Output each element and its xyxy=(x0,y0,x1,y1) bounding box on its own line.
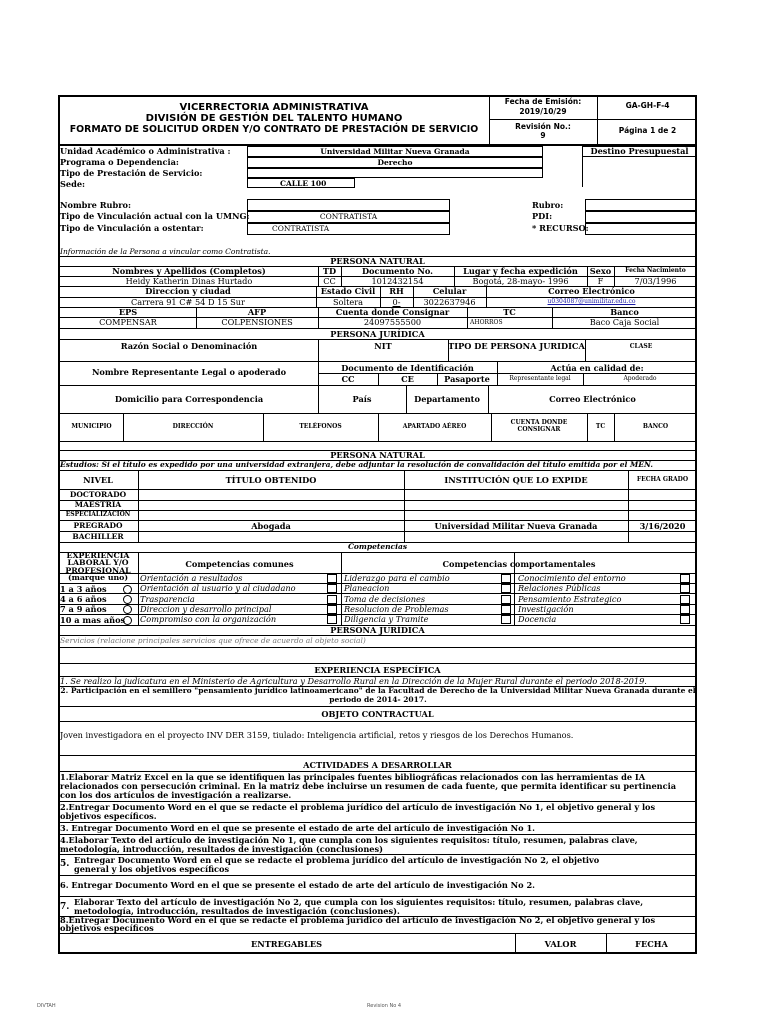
comp-a-1: Liderazgo para el cambio xyxy=(344,573,450,583)
comp-a-5-checkbox[interactable] xyxy=(501,615,511,624)
h-fecha-grado: FECHA GRADO xyxy=(636,476,689,483)
h-afp: AFP xyxy=(247,307,267,317)
comp-a-4-checkbox[interactable] xyxy=(501,605,511,614)
lugar-value: Bogotá, 28-mayo- 1996 xyxy=(472,276,569,286)
h-rep-legal: Representante legal xyxy=(509,375,571,382)
vinculacion-actual-label: Tipo de Vinculación actual con la UMNG: xyxy=(60,211,250,221)
nombre-rubro-field[interactable] xyxy=(247,199,450,211)
nivel-especializacion: ESPECIALIZACIÓN xyxy=(65,511,131,518)
actividad-1: 1.Elaborar Matriz Excel en la que se identifiquen las principales fuentes bibliográficas relacionados con las herramientas de IA relacionados con persecución criminal. En la matriz debe incluirse un resumen de cada fuente, que permita identificar su pertinencia con los dos artículos de investigación a realizarse. xyxy=(60,772,677,801)
unidad-label: Unidad Académico o Administrativa : xyxy=(60,146,231,156)
persona-juridica-title: PERSONA JURÍDICA xyxy=(330,329,425,339)
h-eps: EPS xyxy=(118,307,138,317)
pdi-field[interactable] xyxy=(585,211,697,223)
eps-value: COMPENSAR xyxy=(99,317,157,327)
servicios-title: PERSONA JURÍDICA xyxy=(330,625,425,635)
h-sexo: Sexo xyxy=(589,266,612,276)
h-institucion: INSTITUCIÓN QUE LO EXPIDE xyxy=(444,475,588,485)
comp-a-2: Planeacion xyxy=(344,583,390,593)
h-municipio: MUNICIPIO xyxy=(71,423,112,430)
page-number: Página 1 de 2 xyxy=(618,126,677,135)
actividad-5: Entregar Documento Word en el que se redacte el problema jurídico del artículo de investigación No 2, el objetivo general y los objetivos específicos xyxy=(74,855,600,875)
servicios-note: Servicios (relacione principales servicios que ofrece de acuerdo al objeto social) xyxy=(60,636,366,645)
actividad-8: 8.Entregar Documento Word en el que se redacte el problema jurídico del artículo de investigación No 2, el objetivo general y los objetivos específicos xyxy=(60,915,656,933)
actividad-3: 3. Entregar Documento Word en el que se presente el estado de arte del artículo de investigación No 1. xyxy=(60,823,536,833)
comp-b-2-checkbox[interactable] xyxy=(680,584,690,593)
h-tipo-juridica: TIPO DE PERSONA JURIDICA xyxy=(448,341,585,351)
comp-b-3: Pensamiento Estrategico xyxy=(518,594,622,604)
comp-a-3-checkbox[interactable] xyxy=(501,595,511,604)
h-tc-juridica: TC xyxy=(595,423,606,430)
nombre-rubro-label: Nombre Rubro: xyxy=(60,200,131,210)
cuenta-value: 24097555500 xyxy=(363,317,422,327)
h-fecha-nac: Fecha Nacimiento xyxy=(625,267,686,274)
h-lugar: Lugar y fecha expedición xyxy=(463,266,578,276)
h-valor: VALOR xyxy=(544,939,577,949)
h-telefonos: TELÉFONOS xyxy=(299,423,342,430)
h-entregables: ENTREGABLES xyxy=(250,939,323,949)
h-td: TD xyxy=(322,266,337,276)
actividades-title: ACTIVIDADES A DESARROLLAR xyxy=(303,760,452,770)
correo-link[interactable]: u0304087@unimilitar.edu.co xyxy=(547,298,636,305)
pregrado-titulo: Abogada xyxy=(251,521,291,531)
comp-b-4-checkbox[interactable] xyxy=(680,605,690,614)
programa-value: Derecho xyxy=(377,158,413,167)
h-direccion-juridica: DIRECCIÓN xyxy=(172,423,214,430)
estudios-title: PERSONA NATURAL xyxy=(330,450,425,460)
nivel-pregrado: PREGRADO xyxy=(73,521,123,530)
nivel-maestria: MAESTRÍA xyxy=(74,500,122,509)
documento-value: 1012432154 xyxy=(371,276,424,286)
comp-a-5: Diligencia y Tramite xyxy=(344,614,429,624)
rubro-label: Rubro: xyxy=(532,200,564,210)
h-apartado: APARTADO AÉREO xyxy=(402,423,467,430)
direccion-value: Carrera 91 C# 54 D 15 Sur xyxy=(131,297,245,307)
h-actua: Actúa en calidad de: xyxy=(550,363,644,373)
exp-1-3-radio[interactable] xyxy=(123,585,132,594)
pregrado-fecha: 3/16/2020 xyxy=(639,521,686,531)
nombre-value: Heidy Katherin Dinas Hurtado xyxy=(125,276,253,286)
actividad-7: Elaborar Texto del artículo de investigación No 2, que cumpla con los siguientes requisitos: título, resumen, palabras clave, metodología, introducción, resultados de investigación (conclusiones). xyxy=(74,897,644,917)
afp-value: COLPENSIONES xyxy=(221,317,293,327)
experiencia-item-2: 2. Participación en el semillero "pensamiento jurídico latinoamericano" de la Facultad de Derecho de la Universidad Militar Nueva Granada durante el periodo de 2014- 2017. xyxy=(60,686,696,704)
exp-1-3: 1 a 3 años xyxy=(60,584,107,594)
vinculacion-actual-value: CONTRATISTA xyxy=(319,212,378,221)
h-razon: Razón Social o Denominación xyxy=(120,341,258,351)
h-comportamentales: Competencias comportamentales xyxy=(442,559,596,569)
h-correo: Correo Electrónico xyxy=(548,286,635,296)
h-nombres: Nombres y Apellidos (Completos) xyxy=(112,266,266,276)
comun-3-checkbox[interactable] xyxy=(327,595,337,604)
comp-a-4: Resolucion de Problemas xyxy=(344,604,449,614)
h-estado: Estado Civil xyxy=(320,286,376,296)
banco-value: Baco Caja Social xyxy=(589,317,660,327)
comp-b-2: Relaciones Públicas xyxy=(518,583,601,593)
h-doc-ident: Documento de Identificación xyxy=(341,363,474,373)
sede-value: CALLE 100 xyxy=(280,179,327,188)
destino-label: Destino Presupuestal xyxy=(590,146,689,156)
comun-2-checkbox[interactable] xyxy=(327,584,337,593)
h-cuenta-consignar: CUENTA DONDE CONSIGNAR xyxy=(510,419,568,433)
comun-1: Orientación a resultados xyxy=(140,573,243,583)
comun-1-checkbox[interactable] xyxy=(327,574,337,583)
persona-natural-title: PERSONA NATURAL xyxy=(330,256,425,266)
pregrado-institucion: Universidad Militar Nueva Granada xyxy=(434,521,598,531)
revision-label: Revisión No.: xyxy=(515,122,571,131)
comp-b-1-checkbox[interactable] xyxy=(680,574,690,583)
comun-2: Orientación al usuario y al ciudadano xyxy=(140,583,296,593)
nivel-bachiller: BACHILLER xyxy=(72,532,124,541)
exp-10-radio[interactable] xyxy=(123,616,132,625)
h-pasaporte: Pasaporte xyxy=(444,374,490,384)
pdi-label: PDI: xyxy=(532,211,553,221)
h-documento: Documento No. xyxy=(361,266,434,276)
h-departamento: Departamento xyxy=(414,394,480,404)
info-note: Información de la Persona a vincular como Contratista. xyxy=(60,247,271,256)
footer-center: Revision No 4 xyxy=(367,1003,402,1009)
footer-left: DIVTAH xyxy=(37,1003,56,1009)
h-clase: CLASE xyxy=(629,343,653,350)
estado-value: Soltera xyxy=(332,297,364,307)
comun-4: Direccion y desarrollo principal xyxy=(140,604,272,614)
h-nit: NIT xyxy=(374,341,392,351)
rubro-field[interactable] xyxy=(585,199,697,211)
h-pais: País xyxy=(352,394,372,404)
comun-5-checkbox[interactable] xyxy=(327,615,337,624)
programa-label: Programa o Dependencia: xyxy=(60,157,179,167)
comun-5: Compromiso con la organización xyxy=(140,614,277,624)
estudios-note: Estudios: Si el título es expedido por una universidad extranjera, debe adjuntar la resolución de convalidación del título emitida por el MEN. xyxy=(60,460,653,469)
fecha-emision-value: 2019/10/29 xyxy=(519,107,567,116)
nivel-doctorado: DOCTORADO xyxy=(69,490,127,499)
objeto-text: Joven investigadora en el proyecto INV DER 3159, tiulado: Inteligencia artificial, retos y riesgos de los Derechos Humanos. xyxy=(60,730,574,740)
actividad-7-number: 7. xyxy=(60,902,70,912)
h-cuenta: Cuenta donde Consignar xyxy=(335,307,450,317)
objeto-title: OBJETO CONTRACTUAL xyxy=(321,709,434,719)
sede-label: Sede: xyxy=(60,179,86,189)
h-correo-juridica: Correo Electrónico xyxy=(549,394,636,404)
tipo-prestacion-field[interactable] xyxy=(247,168,543,178)
rh-value: 0- xyxy=(392,297,401,307)
comun-3: Trasparencia xyxy=(140,594,195,604)
comp-b-5: Docencia xyxy=(518,614,557,624)
exp-7-9-radio[interactable] xyxy=(123,605,132,614)
exp-10: 10 a mas años xyxy=(60,615,126,625)
h-banco-juridica: BANCO xyxy=(642,423,669,430)
h-celular: Celular xyxy=(432,286,467,296)
sexo-value: F xyxy=(597,276,604,286)
tc-value: AHORROS xyxy=(470,319,503,326)
recurso-field[interactable] xyxy=(585,223,697,235)
h-direccion: Direccion y ciudad xyxy=(145,286,231,296)
actividad-4: 4.Elaborar Texto del artículo de investigación No 1, que cumpla con los siguientes requisitos: título, resumen, palabras clave, metodología, introducción, resultados de investigación (conclusiones) xyxy=(60,835,638,855)
actividad-5-number: 5. xyxy=(60,859,70,869)
fecha-emision-label: Fecha de Emisión: xyxy=(504,97,582,106)
actividad-2: 2.Entregar Documento Word en el que se redacte el problema jurídico del artículo de investigación No 1, el objetivo general y los objetivos específicos. xyxy=(60,802,656,822)
comp-b-4: Investigación xyxy=(518,604,574,614)
h-titulo: TÍTULO OBTENIDO xyxy=(225,475,317,485)
td-value: CC xyxy=(323,276,336,286)
exp-4-6: 4 a 6 años xyxy=(60,594,107,604)
comp-a-3: Toma de decisiones xyxy=(344,594,426,604)
h-cc: CC xyxy=(341,374,355,384)
comp-a-2-checkbox[interactable] xyxy=(501,584,511,593)
comp-b-3-checkbox[interactable] xyxy=(680,595,690,604)
h-representante: Nombre Representante Legal o apoderado xyxy=(91,367,287,377)
h-nivel: NIVEL xyxy=(83,475,113,485)
h-rh: RH xyxy=(389,286,404,296)
fecha-nac-value: 7/03/1996 xyxy=(634,276,677,286)
comun-4-checkbox[interactable] xyxy=(327,605,337,614)
h-domicilio: Domicilio para Correspondencia xyxy=(114,394,264,404)
experiencia-especifica-title: EXPERIENCIA ESPECÍFICA xyxy=(314,665,441,675)
comp-a-1-checkbox[interactable] xyxy=(501,574,511,583)
h-banco: Banco xyxy=(610,307,639,317)
unidad-value: Universidad Militar Nueva Granada xyxy=(320,147,470,156)
h-ce: CE xyxy=(401,374,414,384)
comp-b-5-checkbox[interactable] xyxy=(680,615,690,624)
h-tc: TC xyxy=(503,307,516,317)
header-title-1: VICERRECTORIA ADMINISTRATIVA xyxy=(179,102,369,113)
comp-b-1: Conocimiento del entorno xyxy=(518,573,626,583)
exp-4-6-radio[interactable] xyxy=(123,595,132,604)
vinculacion-ostentar-label: Tipo de Vinculación a ostentar: xyxy=(60,223,204,233)
vinculacion-ostentar-value: CONTRATISTA xyxy=(272,224,330,233)
tipo-prestacion-label: Tipo de Prestación de Servicio: xyxy=(60,168,203,178)
form-code: GA-GH-F-4 xyxy=(625,101,670,110)
h-comunes: Competencias comunes xyxy=(185,559,294,569)
experiencia-item-1: 1. Se realizo la judicatura en el Ministerio de Agricultura y Desarrollo Rural en la Dirección de la Mujer Rural durante el periodo 2018-2019. xyxy=(60,676,647,686)
header-title-3: FORMATO DE SOLICITUD ORDEN Y/O CONTRATO DE PRESTACIÓN DE SERVICIO xyxy=(69,124,479,135)
recurso-label: * RECURSO: xyxy=(532,223,589,233)
actividad-6: 6. Entregar Documento Word en el que se presente el estado de arte del artículo de investigación No 2. xyxy=(60,880,536,890)
h-fecha-entregable: FECHA xyxy=(635,939,668,949)
experiencia-header: EXPERIENCIA LABORAL Y/O PROFESIONAL (marque uno) xyxy=(65,551,131,583)
header-title-2: DIVISIÓN DE GESTIÓN DEL TALENTO HUMANO xyxy=(145,113,403,124)
competencias-title: Competencias xyxy=(347,542,408,551)
celular-value: 3022637946 xyxy=(423,297,476,307)
h-apoderado: Apoderado xyxy=(623,375,657,382)
exp-7-9: 7 a 9 años xyxy=(60,604,107,614)
revision-value: 9 xyxy=(540,131,546,140)
